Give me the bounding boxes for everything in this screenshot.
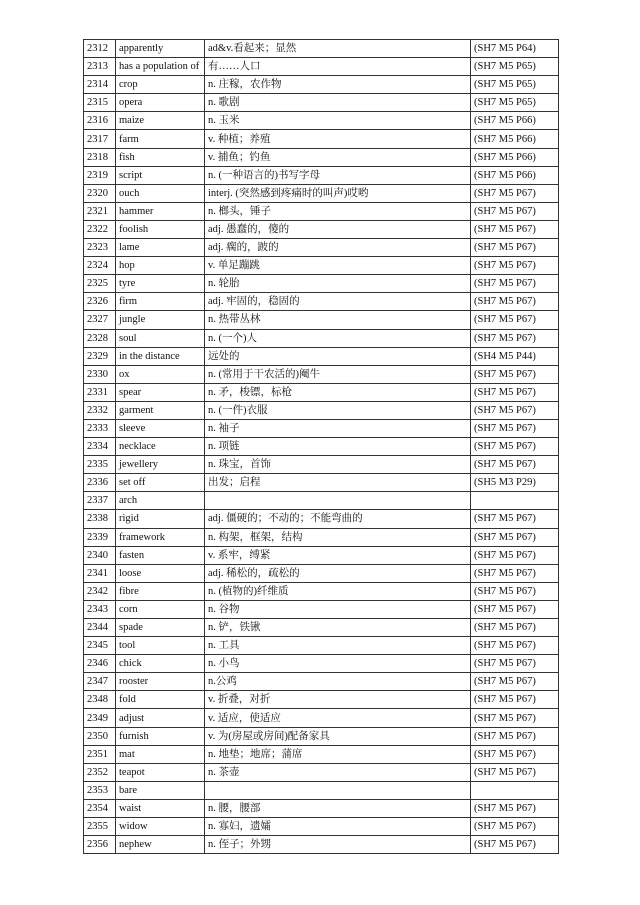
table-row [84,438,559,456]
entry-reference: (SH7 M5 P67) [471,818,559,836]
entry-word: fish [116,148,205,166]
entry-reference: (SH7 M5 P67) [471,419,559,437]
entry-reference: (SH7 M5 P64) [471,40,559,58]
entry-word: tyre [116,275,205,293]
table-row [84,564,559,582]
table-row [84,94,559,112]
table-row [84,347,559,365]
table-row [84,383,559,401]
entry-definition: n. 庄稼，农作物 [205,76,471,94]
entry-definition: n. 茶壶 [205,763,471,781]
entry-word: lame [116,239,205,257]
entry-word: necklace [116,438,205,456]
entry-number: 2349 [84,709,116,727]
entry-word: jungle [116,311,205,329]
entry-number: 2352 [84,763,116,781]
entry-definition: v. 系牢，缚紧 [205,546,471,564]
entry-definition: n. (植物的)纤维质 [205,582,471,600]
table-row [84,582,559,600]
entry-reference: (SH7 M5 P67) [471,600,559,618]
entry-reference: (SH7 M5 P65) [471,58,559,76]
entry-number: 2340 [84,546,116,564]
entry-word: loose [116,564,205,582]
entry-definition: n. 侄子；外甥 [205,836,471,854]
table-row [84,619,559,637]
entry-reference: (SH7 M5 P67) [471,184,559,202]
table-row [84,130,559,148]
table-row [84,220,559,238]
entry-word: apparently [116,40,205,58]
entry-definition: n. 小鸟 [205,655,471,673]
entry-reference: (SH7 M5 P67) [471,510,559,528]
entry-reference: (SH7 M5 P67) [471,383,559,401]
entry-number: 2338 [84,510,116,528]
entry-word: tool [116,637,205,655]
entry-number: 2316 [84,112,116,130]
entry-reference: (SH7 M5 P67) [471,528,559,546]
table-row [84,275,559,293]
entry-reference: (SH7 M5 P67) [471,202,559,220]
entry-word: jewellery [116,456,205,474]
entry-number: 2320 [84,184,116,202]
entry-word: chick [116,655,205,673]
entry-reference: (SH7 M5 P67) [471,456,559,474]
table-row [84,709,559,727]
entry-word: hammer [116,202,205,220]
table-row [84,492,559,510]
entry-reference: (SH7 M5 P67) [471,799,559,817]
table-row [84,781,559,799]
entry-word: set off [116,474,205,492]
entry-reference: (SH7 M5 P67) [471,329,559,347]
entry-reference: (SH7 M5 P66) [471,166,559,184]
table-row [84,763,559,781]
entry-number: 2354 [84,799,116,817]
entry-definition: n. 矛，梭镖，标枪 [205,383,471,401]
table-row [84,166,559,184]
entry-reference: (SH7 M5 P67) [471,691,559,709]
entry-word: has a population of [116,58,205,76]
entry-word: farm [116,130,205,148]
entry-word: waist [116,799,205,817]
entry-number: 2341 [84,564,116,582]
entry-reference: (SH7 M5 P67) [471,220,559,238]
entry-definition: adj. 僵硬的；不动的；不能弯曲的 [205,510,471,528]
entry-reference: (SH4 M5 P44) [471,347,559,365]
entry-word: opera [116,94,205,112]
entry-word: fold [116,691,205,709]
table-row [84,637,559,655]
entry-reference [471,781,559,799]
entry-reference: (SH7 M5 P67) [471,763,559,781]
entry-definition: n.公鸡 [205,673,471,691]
entry-word: furnish [116,727,205,745]
entry-number: 2323 [84,239,116,257]
entry-number: 2339 [84,528,116,546]
entry-definition: v. 为(房屋或房间)配备家具 [205,727,471,745]
table-row [84,546,559,564]
table-row [84,600,559,618]
entry-word: bare [116,781,205,799]
table-row [84,112,559,130]
entry-word: soul [116,329,205,347]
entry-word: widow [116,818,205,836]
table-row [84,474,559,492]
entry-word: fibre [116,582,205,600]
entry-definition: adj. 愚蠢的，傻的 [205,220,471,238]
entry-reference: (SH7 M5 P67) [471,619,559,637]
entry-number: 2336 [84,474,116,492]
entry-definition: adj. 牢固的，稳固的 [205,293,471,311]
entry-word: foolish [116,220,205,238]
entry-reference: (SH7 M5 P65) [471,76,559,94]
table-row [84,655,559,673]
entry-number: 2329 [84,347,116,365]
entry-definition: n. 榔头，锤子 [205,202,471,220]
entry-number: 2312 [84,40,116,58]
entry-definition: n. 铲，铁锹 [205,619,471,637]
entry-definition: n. (常用于干农活的)阉牛 [205,365,471,383]
entry-definition: v. 折叠，对折 [205,691,471,709]
entry-definition: n. (一个)人 [205,329,471,347]
entry-word: teapot [116,763,205,781]
entry-definition: adj. 瘸的，跛的 [205,239,471,257]
entry-definition: n. 寡妇，遗孀 [205,818,471,836]
entry-definition: n. 歌剧 [205,94,471,112]
entry-reference: (SH7 M5 P67) [471,275,559,293]
entry-definition [205,492,471,510]
entry-reference [471,492,559,510]
entry-word: corn [116,600,205,618]
entry-word: hop [116,257,205,275]
entry-number: 2351 [84,745,116,763]
table-row [84,528,559,546]
entry-definition: adj. 稀松的，疏松的 [205,564,471,582]
entry-reference: (SH7 M5 P67) [471,257,559,275]
vocabulary-table [83,39,559,854]
entry-reference: (SH7 M5 P67) [471,655,559,673]
entry-word: arch [116,492,205,510]
entry-reference: (SH7 M5 P67) [471,293,559,311]
entry-number: 2344 [84,619,116,637]
entry-reference: (SH7 M5 P67) [471,564,559,582]
table-row [84,329,559,347]
entry-word: spade [116,619,205,637]
entry-reference: (SH7 M5 P67) [471,709,559,727]
table-row [84,745,559,763]
entry-definition: v. 捕鱼；钓鱼 [205,148,471,166]
entry-number: 2331 [84,383,116,401]
entry-definition: n. 工具 [205,637,471,655]
entry-definition: n. 轮胎 [205,275,471,293]
entry-word: ouch [116,184,205,202]
entry-number: 2334 [84,438,116,456]
entry-definition: n. 腰，腰部 [205,799,471,817]
entry-reference: (SH7 M5 P67) [471,311,559,329]
entry-reference: (SH7 M5 P67) [471,438,559,456]
entry-number: 2342 [84,582,116,600]
table-row [84,836,559,854]
entry-definition: n. 玉米 [205,112,471,130]
entry-reference: (SH7 M5 P67) [471,239,559,257]
entry-reference: (SH7 M5 P67) [471,745,559,763]
table-row [84,691,559,709]
entry-reference: (SH7 M5 P66) [471,112,559,130]
entry-word: script [116,166,205,184]
entry-reference: (SH7 M5 P67) [471,582,559,600]
entry-reference: (SH7 M5 P67) [471,637,559,655]
entry-word: in the distance [116,347,205,365]
entry-reference: (SH7 M5 P67) [471,401,559,419]
entry-number: 2337 [84,492,116,510]
entry-reference: (SH7 M5 P67) [471,546,559,564]
entry-number: 2333 [84,419,116,437]
entry-definition: 出发；启程 [205,474,471,492]
entry-number: 2356 [84,836,116,854]
table-row [84,58,559,76]
entry-word: crop [116,76,205,94]
entry-number: 2326 [84,293,116,311]
entry-number: 2321 [84,202,116,220]
entry-reference: (SH7 M5 P66) [471,148,559,166]
table-row [84,40,559,58]
entry-definition: 远处的 [205,347,471,365]
entry-reference: (SH7 M5 P67) [471,727,559,745]
entry-definition: interj. (突然感到疼痛时的叫声)哎哟 [205,184,471,202]
entry-definition: 有……人口 [205,58,471,76]
entry-word: sleeve [116,419,205,437]
entry-number: 2355 [84,818,116,836]
entry-number: 2324 [84,257,116,275]
table-row [84,202,559,220]
entry-number: 2328 [84,329,116,347]
table-row [84,401,559,419]
entry-definition: n. (一种语言的)书写字母 [205,166,471,184]
vocabulary-table-body [84,40,559,854]
entry-word: mat [116,745,205,763]
entry-number: 2313 [84,58,116,76]
entry-word: ox [116,365,205,383]
table-row [84,257,559,275]
entry-number: 2343 [84,600,116,618]
entry-word: nephew [116,836,205,854]
table-row [84,148,559,166]
entry-number: 2318 [84,148,116,166]
entry-number: 2350 [84,727,116,745]
entry-number: 2325 [84,275,116,293]
entry-definition: n. 袖子 [205,419,471,437]
entry-number: 2317 [84,130,116,148]
entry-number: 2315 [84,94,116,112]
table-row [84,76,559,94]
entry-reference: (SH5 M3 P29) [471,474,559,492]
entry-definition: n. 热带丛林 [205,311,471,329]
entry-reference: (SH7 M5 P67) [471,673,559,691]
entry-number: 2347 [84,673,116,691]
entry-definition: n. 珠宝，首饰 [205,456,471,474]
entry-reference: (SH7 M5 P66) [471,130,559,148]
entry-definition: n. 项链 [205,438,471,456]
table-row [84,818,559,836]
entry-number: 2327 [84,311,116,329]
entry-number: 2345 [84,637,116,655]
entry-definition: n. 地垫；地席；蒲席 [205,745,471,763]
entry-definition: v. 单足蹦跳 [205,257,471,275]
entry-reference: (SH7 M5 P67) [471,836,559,854]
entry-definition [205,781,471,799]
entry-word: firm [116,293,205,311]
entry-number: 2319 [84,166,116,184]
entry-number: 2353 [84,781,116,799]
entry-definition: v. 适应，使适应 [205,709,471,727]
table-row [84,456,559,474]
entry-definition: n. 谷物 [205,600,471,618]
entry-word: spear [116,383,205,401]
table-row [84,799,559,817]
table-row [84,184,559,202]
entry-word: maize [116,112,205,130]
table-row [84,365,559,383]
table-row [84,239,559,257]
entry-number: 2335 [84,456,116,474]
entry-number: 2346 [84,655,116,673]
entry-word: garment [116,401,205,419]
entry-reference: (SH7 M5 P65) [471,94,559,112]
entry-reference: (SH7 M5 P67) [471,365,559,383]
table-row [84,673,559,691]
table-row [84,727,559,745]
table-row [84,311,559,329]
entry-definition: v. 种植；养殖 [205,130,471,148]
entry-word: adjust [116,709,205,727]
entry-number: 2322 [84,220,116,238]
entry-number: 2330 [84,365,116,383]
entry-definition: n. (一件)衣服 [205,401,471,419]
entry-word: framework [116,528,205,546]
entry-number: 2332 [84,401,116,419]
table-row [84,510,559,528]
entry-word: rigid [116,510,205,528]
entry-definition: n. 构架，框架，结构 [205,528,471,546]
entry-word: rooster [116,673,205,691]
entry-word: fasten [116,546,205,564]
entry-number: 2348 [84,691,116,709]
entry-definition: ad&v.看起来；显然 [205,40,471,58]
table-row [84,419,559,437]
table-row [84,293,559,311]
entry-number: 2314 [84,76,116,94]
